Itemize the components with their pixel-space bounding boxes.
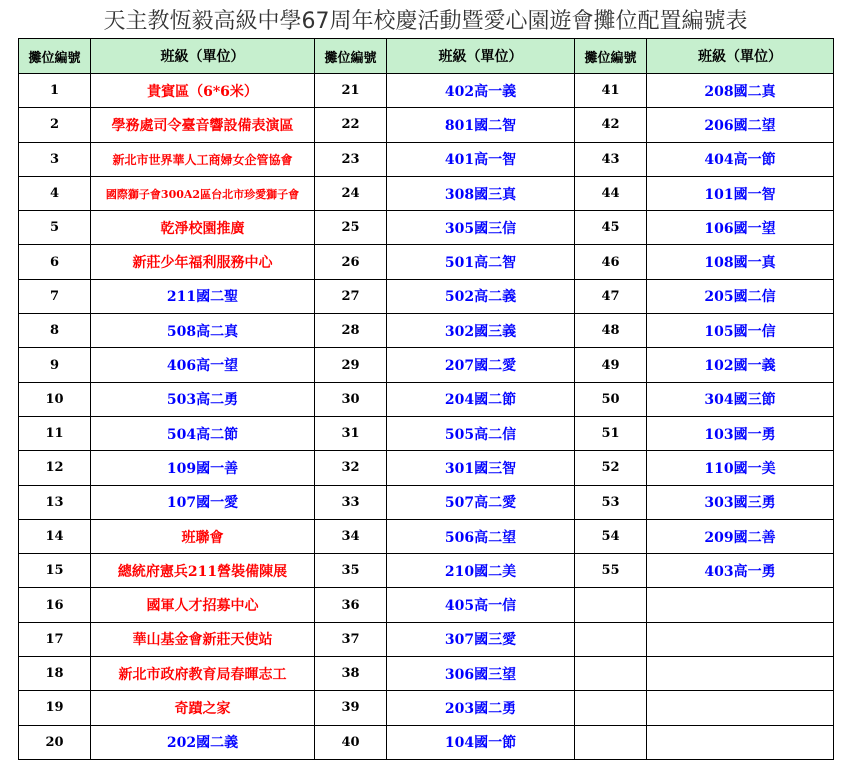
booth-unit: 402高一義 <box>387 74 575 108</box>
table-row <box>19 657 834 691</box>
booth-number: 31 <box>315 416 387 450</box>
booth-number: 40 <box>315 725 387 759</box>
table-row <box>19 348 834 382</box>
booth-unit: 508高二真 <box>91 314 315 348</box>
booth-number: 49 <box>575 348 647 382</box>
booth-unit: 貴賓區（6*6米） <box>91 74 315 108</box>
booth-unit: 301國三智 <box>387 451 575 485</box>
booth-number: 15 <box>19 554 91 588</box>
booth-number <box>575 725 647 759</box>
booth-unit: 503高二勇 <box>91 382 315 416</box>
booth-number: 44 <box>575 176 647 210</box>
booth-unit: 506高二望 <box>387 519 575 553</box>
booth-number: 34 <box>315 519 387 553</box>
booth-number: 24 <box>315 176 387 210</box>
page-title: 天主教恆毅高級中學67周年校慶活動暨愛心園遊會攤位配置編號表 <box>103 9 748 34</box>
booth-unit: 210國二美 <box>387 554 575 588</box>
booth-number <box>575 691 647 725</box>
booth-number: 42 <box>575 108 647 142</box>
booth-number: 12 <box>19 451 91 485</box>
booth-number: 53 <box>575 485 647 519</box>
booth-number: 23 <box>315 142 387 176</box>
booth-unit: 404高一節 <box>647 142 834 176</box>
table-row <box>19 554 834 588</box>
table-row <box>19 245 834 279</box>
booth-number: 22 <box>315 108 387 142</box>
booth-unit <box>647 622 834 656</box>
booth-number: 35 <box>315 554 387 588</box>
booth-unit: 101國一智 <box>647 176 834 210</box>
booth-number: 26 <box>315 245 387 279</box>
header-unit-1: 班級（單位） <box>91 39 315 74</box>
booth-number: 14 <box>19 519 91 553</box>
booth-table <box>18 38 834 760</box>
table-row <box>19 108 834 142</box>
booth-number: 54 <box>575 519 647 553</box>
table-row <box>19 416 834 450</box>
booth-unit: 總統府憲兵211營裝備陳展 <box>91 554 315 588</box>
table-row <box>19 314 834 348</box>
table-row <box>19 451 834 485</box>
booth-number: 19 <box>19 691 91 725</box>
booth-number: 10 <box>19 382 91 416</box>
booth-number: 21 <box>315 74 387 108</box>
booth-number: 1 <box>19 74 91 108</box>
booth-unit: 204國二節 <box>387 382 575 416</box>
header-row <box>19 39 834 74</box>
booth-number <box>575 657 647 691</box>
booth-number: 17 <box>19 622 91 656</box>
booth-number: 20 <box>19 725 91 759</box>
booth-unit: 206國二望 <box>647 108 834 142</box>
booth-unit: 110國一美 <box>647 451 834 485</box>
table-row <box>19 142 834 176</box>
booth-number: 38 <box>315 657 387 691</box>
booth-number: 51 <box>575 416 647 450</box>
booth-number: 25 <box>315 211 387 245</box>
booth-unit: 307國三愛 <box>387 622 575 656</box>
booth-unit: 108國一真 <box>647 245 834 279</box>
booth-number: 28 <box>315 314 387 348</box>
booth-unit: 新北市政府教育局春暉志工 <box>91 657 315 691</box>
booth-number: 46 <box>575 245 647 279</box>
booth-number: 3 <box>19 142 91 176</box>
booth-number: 45 <box>575 211 647 245</box>
booth-number: 55 <box>575 554 647 588</box>
booth-unit: 109國一善 <box>91 451 315 485</box>
table-row <box>19 485 834 519</box>
booth-unit: 208國二真 <box>647 74 834 108</box>
booth-number: 29 <box>315 348 387 382</box>
booth-number: 7 <box>19 279 91 313</box>
booth-unit <box>647 657 834 691</box>
table-row <box>19 211 834 245</box>
booth-number: 9 <box>19 348 91 382</box>
booth-unit <box>647 691 834 725</box>
booth-unit: 405高一信 <box>387 588 575 622</box>
booth-unit: 505高二信 <box>387 416 575 450</box>
table-row <box>19 382 834 416</box>
booth-number: 13 <box>19 485 91 519</box>
booth-unit <box>647 588 834 622</box>
booth-unit: 502高二義 <box>387 279 575 313</box>
booth-unit: 106國一望 <box>647 211 834 245</box>
booth-unit: 國軍人才招募中心 <box>91 588 315 622</box>
booth-unit: 304國三節 <box>647 382 834 416</box>
booth-unit: 403高一勇 <box>647 554 834 588</box>
booth-number: 47 <box>575 279 647 313</box>
header-booth-number-1: 攤位編號 <box>19 39 91 74</box>
booth-number: 2 <box>19 108 91 142</box>
header-booth-number-2: 攤位編號 <box>315 39 387 74</box>
header-unit-2: 班級（單位） <box>387 39 575 74</box>
booth-unit: 305國三信 <box>387 211 575 245</box>
booth-number: 41 <box>575 74 647 108</box>
booth-unit: 班聯會 <box>91 519 315 553</box>
booth-number: 43 <box>575 142 647 176</box>
booth-unit: 203國二勇 <box>387 691 575 725</box>
booth-number: 33 <box>315 485 387 519</box>
booth-number: 36 <box>315 588 387 622</box>
booth-unit: 奇蹟之家 <box>91 691 315 725</box>
booth-unit: 504高二節 <box>91 416 315 450</box>
booth-number: 37 <box>315 622 387 656</box>
booth-unit: 207國二愛 <box>387 348 575 382</box>
booth-unit: 303國三勇 <box>647 485 834 519</box>
booth-unit: 華山基金會新莊天使站 <box>91 622 315 656</box>
booth-unit: 306國三望 <box>387 657 575 691</box>
booth-unit: 105國一信 <box>647 314 834 348</box>
booth-unit: 新北市世界華人工商婦女企管協會 <box>91 142 315 176</box>
booth-number: 4 <box>19 176 91 210</box>
booth-number: 32 <box>315 451 387 485</box>
booth-unit: 103國一勇 <box>647 416 834 450</box>
booth-unit: 406高一望 <box>91 348 315 382</box>
booth-number: 39 <box>315 691 387 725</box>
booth-number <box>575 622 647 656</box>
booth-unit: 107國一愛 <box>91 485 315 519</box>
booth-unit: 209國二善 <box>647 519 834 553</box>
booth-unit <box>647 725 834 759</box>
booth-unit: 302國三義 <box>387 314 575 348</box>
booth-unit: 202國二義 <box>91 725 315 759</box>
booth-number: 6 <box>19 245 91 279</box>
table-row <box>19 519 834 553</box>
booth-number: 8 <box>19 314 91 348</box>
booth-number: 52 <box>575 451 647 485</box>
booth-number: 11 <box>19 416 91 450</box>
booth-unit: 501高二智 <box>387 245 575 279</box>
booth-unit: 新莊少年福利服務中心 <box>91 245 315 279</box>
booth-number: 5 <box>19 211 91 245</box>
booth-number <box>575 588 647 622</box>
booth-unit: 507高二愛 <box>387 485 575 519</box>
booth-unit: 308國三真 <box>387 176 575 210</box>
booth-unit: 國際獅子會300A2區台北市珍愛獅子會 <box>91 176 315 210</box>
booth-unit: 102國一義 <box>647 348 834 382</box>
booth-unit: 801國二智 <box>387 108 575 142</box>
table-row <box>19 176 834 210</box>
booth-unit: 乾淨校園推廣 <box>91 211 315 245</box>
table-row <box>19 74 834 108</box>
booth-number: 16 <box>19 588 91 622</box>
table-row <box>19 725 834 759</box>
booth-unit: 104國一節 <box>387 725 575 759</box>
booth-number: 27 <box>315 279 387 313</box>
booth-unit: 學務處司令臺音響設備表演區 <box>91 108 315 142</box>
table-row <box>19 691 834 725</box>
booth-number: 18 <box>19 657 91 691</box>
header-booth-number-3: 攤位編號 <box>575 39 647 74</box>
booth-unit: 401高一智 <box>387 142 575 176</box>
booth-unit: 211國二聖 <box>91 279 315 313</box>
booth-number: 30 <box>315 382 387 416</box>
booth-number: 50 <box>575 382 647 416</box>
booth-unit: 205國二信 <box>647 279 834 313</box>
header-unit-3: 班級（單位） <box>647 39 834 74</box>
table-row <box>19 279 834 313</box>
table-row <box>19 622 834 656</box>
table-row <box>19 588 834 622</box>
booth-number: 48 <box>575 314 647 348</box>
